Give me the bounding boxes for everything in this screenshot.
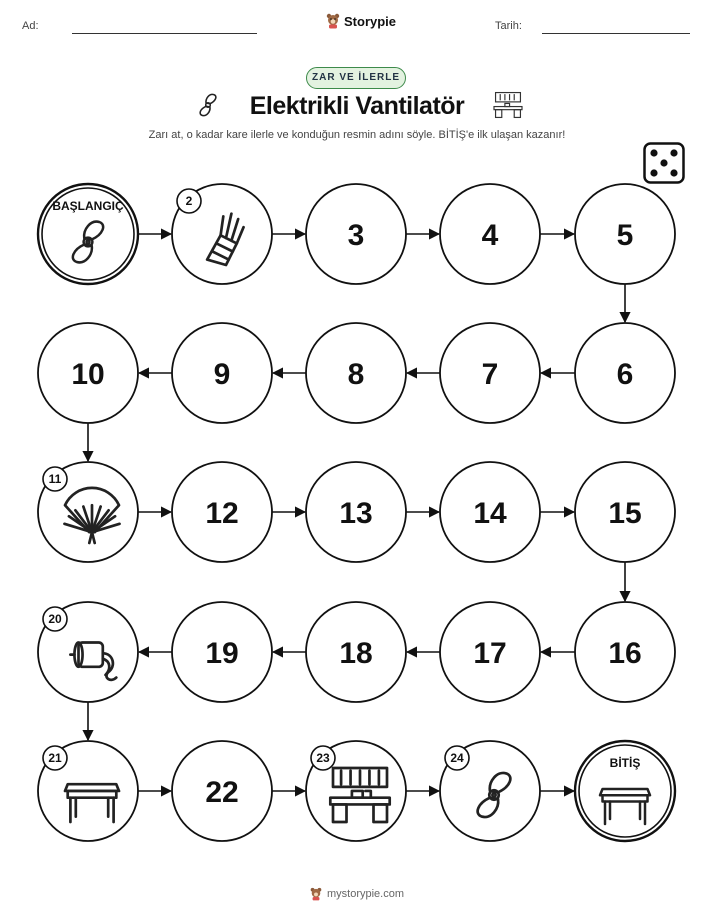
date-label: Tarih: bbox=[495, 20, 522, 32]
cell-19 bbox=[172, 602, 272, 702]
cell-number: 12 bbox=[205, 497, 239, 530]
cell-10 bbox=[38, 323, 138, 423]
cell-number: 8 bbox=[347, 358, 365, 391]
cell-number: 5 bbox=[616, 219, 634, 252]
cell-6 bbox=[575, 323, 675, 423]
cell-22 bbox=[172, 741, 272, 841]
page-title: Elektrikli Vantilatör bbox=[249, 92, 465, 120]
cell-number: 20 bbox=[48, 612, 62, 626]
instructions: Zarı at, o kadar kare ilerle ve konduğun resmin adını söyle. BİTİŞ'e ilk ulaşan kazanır! bbox=[148, 129, 566, 141]
cell-number: 19 bbox=[205, 637, 239, 670]
cell-number: 10 bbox=[71, 358, 105, 391]
cell-number: 18 bbox=[339, 637, 373, 670]
footer bbox=[0, 887, 714, 901]
cell-23 bbox=[306, 741, 406, 841]
cell-number: 6 bbox=[616, 358, 634, 391]
cell-label: BAŞLANGIÇ bbox=[52, 199, 124, 213]
cell-number: 22 bbox=[205, 776, 239, 809]
cell-number: 4 bbox=[481, 219, 499, 252]
cell-2 bbox=[172, 184, 272, 284]
cell-9 bbox=[172, 323, 272, 423]
cell-number: 7 bbox=[481, 358, 499, 391]
cell-number: 2 bbox=[185, 194, 193, 208]
cell-24 bbox=[440, 741, 540, 841]
footer-url[interactable]: mystorypie.com bbox=[326, 888, 405, 900]
cell-12 bbox=[172, 462, 272, 562]
cell-18 bbox=[306, 602, 406, 702]
cell-number: 24 bbox=[450, 751, 464, 765]
cell-number: 15 bbox=[608, 497, 642, 530]
cell-20 bbox=[38, 602, 138, 702]
cell-17 bbox=[440, 602, 540, 702]
cell-number: 21 bbox=[48, 751, 62, 765]
cell-label: BİTİŞ bbox=[609, 756, 641, 770]
cell-7 bbox=[440, 323, 540, 423]
cell-11 bbox=[38, 462, 138, 562]
cell-8 bbox=[306, 323, 406, 423]
cell-16 bbox=[575, 602, 675, 702]
cell-number: 9 bbox=[213, 358, 231, 391]
cell-number: 13 bbox=[339, 497, 373, 530]
cell-21 bbox=[38, 741, 138, 841]
activity-badge: ZAR VE İLERLE bbox=[306, 67, 406, 89]
cell-finish bbox=[575, 741, 675, 841]
cell-number: 3 bbox=[347, 219, 365, 252]
cell-4 bbox=[440, 184, 540, 284]
name-label: Ad: bbox=[22, 20, 39, 32]
cell-start bbox=[38, 184, 138, 284]
cell-5 bbox=[575, 184, 675, 284]
cell-number: 23 bbox=[316, 751, 330, 765]
cell-13 bbox=[306, 462, 406, 562]
cell-14 bbox=[440, 462, 540, 562]
brand-name: Storypie bbox=[344, 13, 397, 29]
cell-number: 16 bbox=[608, 637, 642, 670]
cell-number: 14 bbox=[473, 497, 507, 530]
cell-number: 11 bbox=[48, 472, 62, 486]
bear-mascot-icon bbox=[310, 887, 322, 901]
cell-3 bbox=[306, 184, 406, 284]
cell-number: 17 bbox=[473, 637, 507, 670]
cell-15 bbox=[575, 462, 675, 562]
